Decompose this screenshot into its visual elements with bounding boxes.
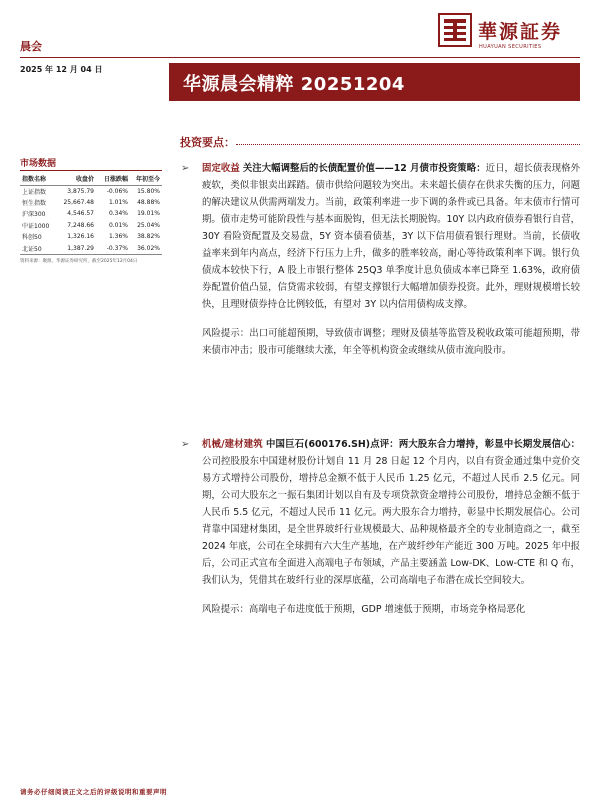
close-price: 1,326.16: [67, 233, 94, 241]
index-name: 恒生指数: [22, 199, 47, 207]
daily-change: 1.36%: [108, 233, 128, 241]
ytd-change: 19.01%: [137, 210, 160, 218]
huayuan-seal-icon: [438, 13, 472, 47]
page-title: 华源晨会精粹 20251204: [183, 74, 405, 95]
table-row: [20, 197, 162, 209]
market-data-title: 市场数据: [20, 159, 57, 169]
key-point-body: 近日，超长债表现格外疲软，类似非银卖出踩踏。债市供给问题较为突出。未来超长债存在供求失衡的压力，问题的解决建议从供需两端发力。当前，政策利率进一步下调的条件或已具备。年末债市行情可期。债市走势可能阶段性与基本面脱钩，但无法长期脱钩。10Y 以内政府债券看银行自营，30Y 看险资配置及交易盘，5Y 资本债看债基，3Y 以下信用债看银行理财。当前，长债收益率来到年内高点，经济下行压力上升，做多的胜率较高，耐心等待政策利率下调。银行负债成本较快下行，A 股上市银行整体 25Q3 单季度计息负债成本率已降至 1.63%，政府债券配置价值凸显，信贷需求较弱，有望支撑银行大幅增加债券投资。此外，理财规模增长较快，且理财债券持仓比例较低，有望对 3Y 以内信用债构成支撑。: [202, 163, 580, 310]
daily-change: 1.01%: [108, 198, 128, 206]
ytd-change: 38.82%: [137, 233, 160, 241]
key-point-body: 公司控股股东中国建材股份计划自 11 月 28 日起 12 个月内，以自有资金通过集中竞价交易方式增持公司股份，增持总金额不低于人民币 1.25 亿元，不超过人民币 2.5 亿元。同期，公司大股东之一振石集团计划以自有及专项贷款资金增持公司股份，增持总金额不低于人民币 5.5 亿元，不超过人民币 11 亿元。两大股东合力增持，彰显中长期发展信心。公司背靠中国建材集团，是全世界玻纤行业规模最大、品种规格最齐全的专业制造商之一，截至 2024 年底，公司在全球拥有六大生产基地，在产玻纤纱年产能近 300 万吨。2025 年中报后，公司正式宣布全面进入高端电子布领域，产品主要涵盖 Low-DK、Low-CTE 和 Q 布，我们认为，凭借其在玻纤行业的深厚底蕴，公司高端电子布潜在成长空间较大。: [202, 456, 580, 586]
column-header: 日涨跌幅: [94, 173, 128, 185]
column-header: 指数名称: [20, 173, 60, 185]
brand-name-cn: 華源証券: [478, 21, 563, 43]
key-points-title: 投资要点：: [180, 136, 235, 149]
table-row: [20, 208, 162, 220]
brand-logo: [438, 13, 588, 53]
title-banner: [169, 63, 580, 101]
brand-name-en: HUAYUAN SECURITIES: [479, 44, 542, 50]
column-header: 年初至今: [128, 173, 162, 185]
index-name: 沪深300: [22, 211, 46, 219]
key-point-headline: 中国巨石(600176.SH)点评：两大股东合力增持，彰显中长期发展信心：: [266, 439, 580, 450]
arrow-bullet-icon: ➢: [181, 439, 190, 450]
daily-change: 0.01%: [108, 221, 128, 229]
index-name: 中证1000: [22, 222, 50, 230]
index-name: 北证50: [20, 243, 60, 255]
table-row: [20, 185, 162, 197]
ytd-change: 36.02%: [128, 243, 162, 255]
data-source-note: 资料来源：聚源、华源证券研究所，截至2025年12月04日: [20, 259, 138, 264]
table-row: [20, 243, 162, 255]
close-price: 25,667.48: [63, 198, 94, 206]
table-header-row: [20, 173, 162, 185]
section-label: 晨会: [20, 40, 42, 53]
close-price: 1,387.29: [60, 243, 94, 255]
header-rule: [20, 57, 580, 58]
index-name: 上证指数: [22, 188, 47, 196]
close-price: 3,875.79: [67, 187, 94, 195]
key-point-headline: 关注大幅调整后的长债配置价值——12 月债市投资策略：: [242, 163, 486, 174]
daily-change: -0.37%: [94, 243, 128, 255]
key-points-divider: [236, 144, 580, 145]
ytd-change: 15.80%: [137, 187, 160, 195]
arrow-bullet-icon: ➢: [181, 163, 190, 174]
ytd-change: 25.04%: [137, 221, 160, 229]
table-row: [20, 220, 162, 232]
ytd-change: 48.88%: [137, 198, 160, 206]
key-point-machinery: [202, 436, 580, 589]
close-price: 4,546.57: [67, 210, 94, 218]
market-data-rule: [20, 170, 162, 171]
market-data-table: [20, 173, 162, 255]
risk-warning: 风险提示：高端电子布进度低于预期，GDP 增速低于预期，市场竞争格局恶化: [202, 604, 526, 615]
report-date: 2025 年 12 月 04 日: [20, 65, 103, 74]
daily-change: 0.34%: [108, 210, 128, 218]
daily-change: -0.06%: [106, 187, 128, 195]
close-price: 7,248.66: [67, 221, 94, 229]
table-row: [20, 231, 162, 243]
risk-warning: 风险提示：出口可能超预期，导致债市调整；理财及债基等监管及税收政策可能超预期，带来债市冲击；股市可能继续大涨，年全等机构资金或继续从债市流向股市。: [202, 328, 580, 356]
sector-tag: 固定收益: [202, 163, 240, 174]
sector-tag: 机械/建材建筑: [202, 439, 263, 450]
column-header: 收盘价: [60, 173, 94, 185]
index-name: 科创50: [22, 234, 42, 242]
key-point-fixed-income: [202, 160, 580, 313]
footer-disclaimer: 请务必仔细阅读正文之后的评级说明和重要声明: [20, 788, 167, 796]
